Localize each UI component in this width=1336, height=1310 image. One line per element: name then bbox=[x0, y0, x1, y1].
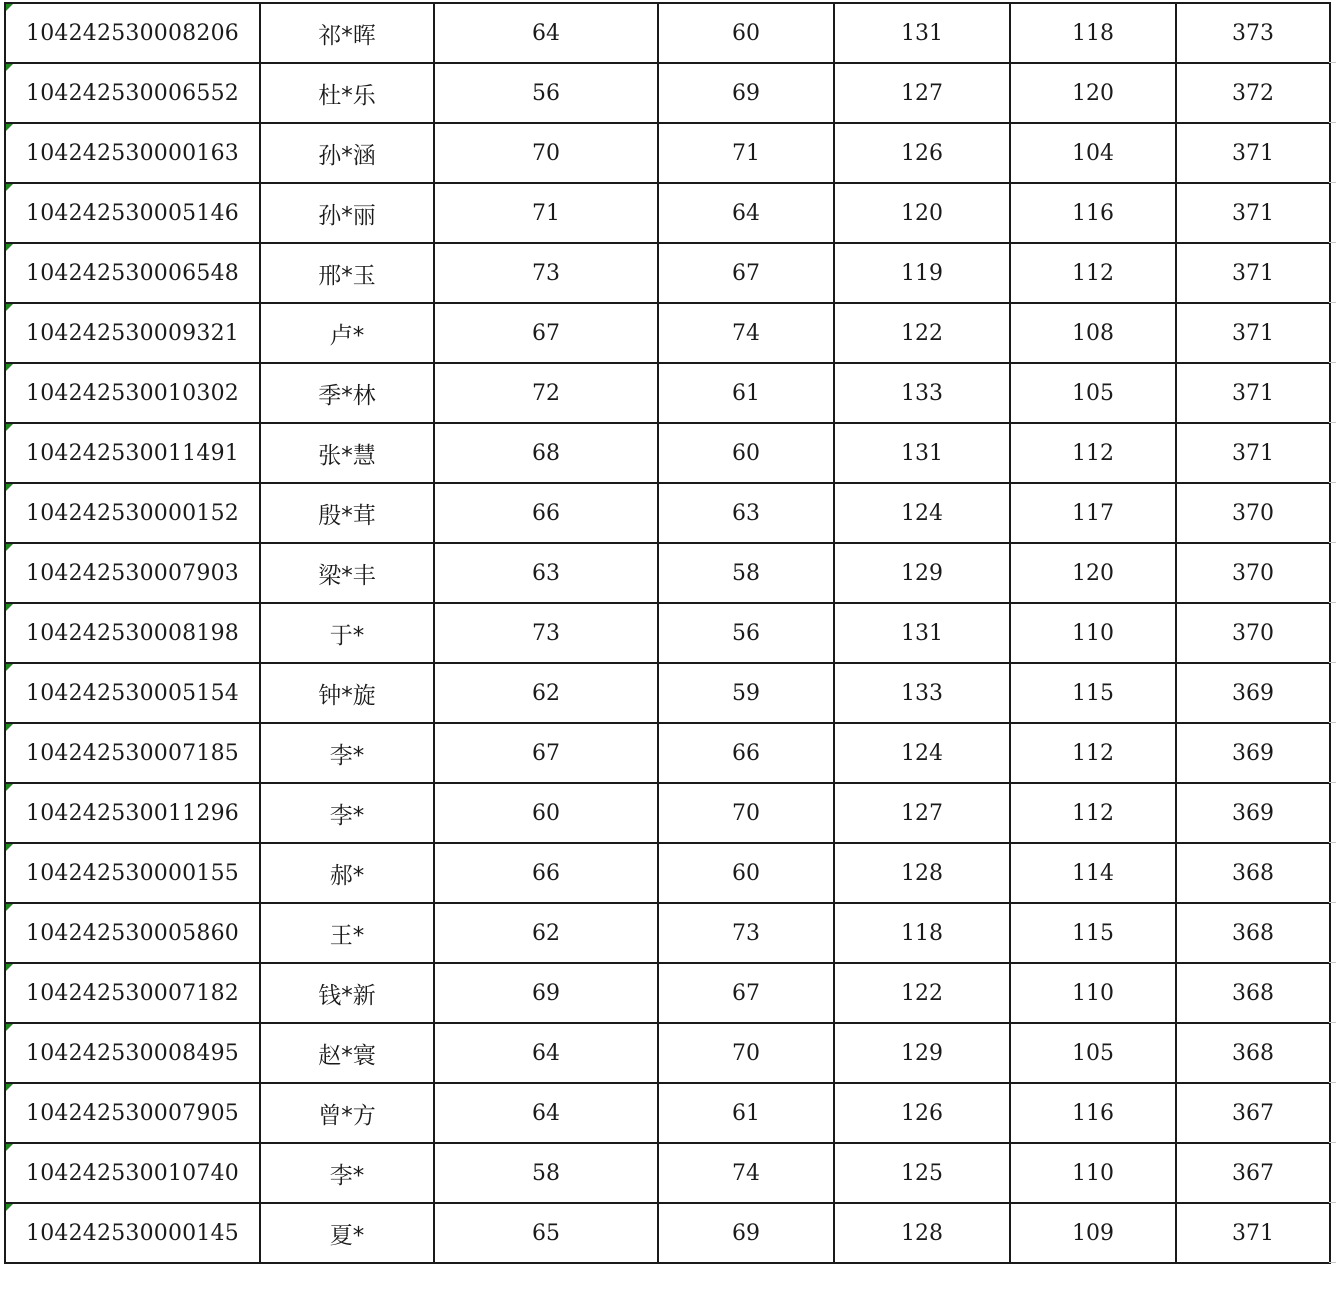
cell-id[interactable]: 104242530010740 bbox=[5, 1143, 260, 1203]
cell-id[interactable]: 104242530008495 bbox=[5, 1023, 260, 1083]
cell-score-4[interactable]: 120 bbox=[1010, 543, 1176, 603]
gridline-continuation bbox=[1329, 542, 1336, 543]
cell-name[interactable]: 张*慧 bbox=[260, 423, 434, 483]
score-table bbox=[4, 2, 1331, 1264]
cell-score-2[interactable]: 66 bbox=[658, 723, 834, 783]
cell-score-2[interactable]: 74 bbox=[658, 1143, 834, 1203]
table-row bbox=[5, 1203, 1330, 1263]
table-row bbox=[5, 1083, 1330, 1143]
table-row bbox=[5, 1023, 1330, 1083]
cell-score-4[interactable]: 112 bbox=[1010, 783, 1176, 843]
cell-score-3[interactable]: 118 bbox=[834, 903, 1010, 963]
number-as-text-indicator-icon bbox=[6, 184, 13, 191]
cell-id[interactable]: 104242530006552 bbox=[5, 63, 260, 123]
cell-id[interactable]: 104242530007903 bbox=[5, 543, 260, 603]
table-row bbox=[5, 843, 1330, 903]
cell-score-4[interactable]: 114 bbox=[1010, 843, 1176, 903]
cell-score-4[interactable]: 104 bbox=[1010, 123, 1176, 183]
number-as-text-indicator-icon bbox=[6, 1204, 13, 1211]
cell-score-4[interactable]: 120 bbox=[1010, 63, 1176, 123]
cell-total[interactable]: 373 bbox=[1176, 3, 1330, 63]
cell-score-4[interactable]: 112 bbox=[1010, 723, 1176, 783]
table-row bbox=[5, 963, 1330, 1023]
cell-score-4[interactable]: 116 bbox=[1010, 183, 1176, 243]
gridline-continuation bbox=[1329, 602, 1336, 603]
table-row bbox=[5, 63, 1330, 123]
cell-total[interactable]: 371 bbox=[1176, 183, 1330, 243]
gridline-continuation bbox=[1329, 1202, 1336, 1203]
cell-score-3[interactable]: 120 bbox=[834, 183, 1010, 243]
cell-id[interactable]: 104242530008206 bbox=[5, 3, 260, 63]
cell-score-1[interactable]: 64 bbox=[434, 3, 658, 63]
cell-score-3[interactable]: 122 bbox=[834, 303, 1010, 363]
cell-score-1[interactable]: 67 bbox=[434, 303, 658, 363]
cell-score-4[interactable]: 112 bbox=[1010, 423, 1176, 483]
cell-score-2[interactable]: 70 bbox=[658, 783, 834, 843]
cell-id[interactable]: 104242530009321 bbox=[5, 303, 260, 363]
cell-name[interactable]: 曾*方 bbox=[260, 1083, 434, 1143]
cell-score-2[interactable]: 59 bbox=[658, 663, 834, 723]
cell-score-4[interactable]: 118 bbox=[1010, 3, 1176, 63]
number-as-text-indicator-icon bbox=[6, 1024, 13, 1031]
cell-score-3[interactable]: 128 bbox=[834, 1203, 1010, 1263]
cell-id[interactable]: 104242530000145 bbox=[5, 1203, 260, 1263]
cell-id[interactable]: 104242530006548 bbox=[5, 243, 260, 303]
cell-id[interactable]: 104242530011296 bbox=[5, 783, 260, 843]
cell-id[interactable]: 104242530005154 bbox=[5, 663, 260, 723]
cell-score-3[interactable]: 126 bbox=[834, 123, 1010, 183]
cell-name[interactable]: 郝* bbox=[260, 843, 434, 903]
cell-score-1[interactable]: 68 bbox=[434, 423, 658, 483]
cell-score-4[interactable]: 105 bbox=[1010, 1023, 1176, 1083]
cell-name[interactable]: 孙*涵 bbox=[260, 123, 434, 183]
cell-score-3[interactable]: 129 bbox=[834, 543, 1010, 603]
number-as-text-indicator-icon bbox=[6, 784, 13, 791]
cell-score-1[interactable]: 66 bbox=[434, 843, 658, 903]
cell-score-1[interactable]: 70 bbox=[434, 123, 658, 183]
cell-score-1[interactable]: 64 bbox=[434, 1083, 658, 1143]
number-as-text-indicator-icon bbox=[6, 544, 13, 551]
cell-total[interactable]: 371 bbox=[1176, 123, 1330, 183]
table-row bbox=[5, 723, 1330, 783]
table-row bbox=[5, 663, 1330, 723]
cell-total[interactable]: 371 bbox=[1176, 243, 1330, 303]
cell-score-2[interactable]: 61 bbox=[658, 363, 834, 423]
cell-score-3[interactable]: 124 bbox=[834, 723, 1010, 783]
cell-score-3[interactable]: 125 bbox=[834, 1143, 1010, 1203]
table-row bbox=[5, 123, 1330, 183]
cell-total[interactable]: 368 bbox=[1176, 903, 1330, 963]
number-as-text-indicator-icon bbox=[6, 364, 13, 371]
cell-name[interactable]: 梁*丰 bbox=[260, 543, 434, 603]
number-as-text-indicator-icon bbox=[6, 904, 13, 911]
cell-score-1[interactable]: 56 bbox=[434, 63, 658, 123]
cell-score-3[interactable]: 122 bbox=[834, 963, 1010, 1023]
cell-name[interactable]: 钟*旋 bbox=[260, 663, 434, 723]
gridline-continuation bbox=[1329, 782, 1336, 783]
gridline-continuation bbox=[1329, 1142, 1336, 1143]
gridline-continuation bbox=[1329, 1262, 1336, 1263]
number-as-text-indicator-icon bbox=[6, 484, 13, 491]
cell-name[interactable]: 李* bbox=[260, 783, 434, 843]
cell-total[interactable]: 368 bbox=[1176, 1023, 1330, 1083]
cell-score-3[interactable]: 127 bbox=[834, 63, 1010, 123]
number-as-text-indicator-icon bbox=[6, 124, 13, 131]
gridline-continuation bbox=[1329, 122, 1336, 123]
cell-name[interactable]: 李* bbox=[260, 723, 434, 783]
number-as-text-indicator-icon bbox=[6, 664, 13, 671]
cell-total[interactable]: 370 bbox=[1176, 543, 1330, 603]
cell-score-2[interactable]: 60 bbox=[658, 3, 834, 63]
table-row bbox=[5, 783, 1330, 843]
cell-score-1[interactable]: 72 bbox=[434, 363, 658, 423]
gridline-continuation bbox=[1329, 422, 1336, 423]
cell-score-3[interactable]: 133 bbox=[834, 363, 1010, 423]
cell-id[interactable]: 104242530010302 bbox=[5, 363, 260, 423]
cell-score-3[interactable]: 131 bbox=[834, 603, 1010, 663]
cell-score-4[interactable]: 116 bbox=[1010, 1083, 1176, 1143]
cell-score-2[interactable]: 70 bbox=[658, 1023, 834, 1083]
cell-name[interactable]: 祁*晖 bbox=[260, 3, 434, 63]
cell-score-2[interactable]: 67 bbox=[658, 963, 834, 1023]
cell-score-1[interactable]: 62 bbox=[434, 663, 658, 723]
cell-id[interactable]: 104242530005860 bbox=[5, 903, 260, 963]
cell-score-4[interactable]: 117 bbox=[1010, 483, 1176, 543]
cell-score-1[interactable]: 64 bbox=[434, 1023, 658, 1083]
number-as-text-indicator-icon bbox=[6, 844, 13, 851]
cell-id[interactable]: 104242530007905 bbox=[5, 1083, 260, 1143]
cell-name[interactable]: 卢* bbox=[260, 303, 434, 363]
cell-total[interactable]: 372 bbox=[1176, 63, 1330, 123]
cell-name[interactable]: 于* bbox=[260, 603, 434, 663]
cell-score-4[interactable]: 110 bbox=[1010, 1143, 1176, 1203]
table-row bbox=[5, 3, 1330, 63]
cell-score-2[interactable]: 60 bbox=[658, 843, 834, 903]
cell-total[interactable]: 371 bbox=[1176, 423, 1330, 483]
cell-name[interactable]: 殷*茸 bbox=[260, 483, 434, 543]
cell-score-3[interactable]: 119 bbox=[834, 243, 1010, 303]
cell-total[interactable]: 367 bbox=[1176, 1143, 1330, 1203]
gridline-continuation bbox=[1329, 62, 1336, 63]
cell-score-4[interactable]: 110 bbox=[1010, 603, 1176, 663]
cell-id[interactable]: 104242530000163 bbox=[5, 123, 260, 183]
cell-score-1[interactable]: 62 bbox=[434, 903, 658, 963]
gridline-continuation bbox=[1329, 1082, 1336, 1083]
gridline-continuation bbox=[1329, 842, 1336, 843]
cell-score-2[interactable]: 58 bbox=[658, 543, 834, 603]
cell-score-2[interactable]: 71 bbox=[658, 123, 834, 183]
cell-total[interactable]: 370 bbox=[1176, 603, 1330, 663]
cell-score-3[interactable]: 127 bbox=[834, 783, 1010, 843]
cell-total[interactable]: 368 bbox=[1176, 963, 1330, 1023]
cell-score-2[interactable]: 63 bbox=[658, 483, 834, 543]
cell-score-3[interactable]: 131 bbox=[834, 3, 1010, 63]
cell-total[interactable]: 371 bbox=[1176, 303, 1330, 363]
table-row bbox=[5, 903, 1330, 963]
cell-name[interactable]: 夏* bbox=[260, 1203, 434, 1263]
cell-name[interactable]: 钱*新 bbox=[260, 963, 434, 1023]
cell-score-2[interactable]: 67 bbox=[658, 243, 834, 303]
table-row bbox=[5, 303, 1330, 363]
cell-total[interactable]: 370 bbox=[1176, 483, 1330, 543]
cell-score-1[interactable]: 73 bbox=[434, 243, 658, 303]
table-row bbox=[5, 483, 1330, 543]
cell-total[interactable]: 369 bbox=[1176, 783, 1330, 843]
cell-score-3[interactable]: 126 bbox=[834, 1083, 1010, 1143]
cell-name[interactable]: 孙*丽 bbox=[260, 183, 434, 243]
cell-name[interactable]: 杜*乐 bbox=[260, 63, 434, 123]
cell-score-1[interactable]: 65 bbox=[434, 1203, 658, 1263]
number-as-text-indicator-icon bbox=[6, 64, 13, 71]
cell-id[interactable]: 104242530005146 bbox=[5, 183, 260, 243]
cell-score-4[interactable]: 115 bbox=[1010, 903, 1176, 963]
gridline-continuation bbox=[1329, 362, 1336, 363]
number-as-text-indicator-icon bbox=[6, 424, 13, 431]
gridline-continuation bbox=[1329, 182, 1336, 183]
cell-score-4[interactable]: 110 bbox=[1010, 963, 1176, 1023]
table-row bbox=[5, 423, 1330, 483]
cell-score-3[interactable]: 131 bbox=[834, 423, 1010, 483]
cell-score-4[interactable]: 108 bbox=[1010, 303, 1176, 363]
number-as-text-indicator-icon bbox=[6, 1144, 13, 1151]
gridline-continuation bbox=[1329, 722, 1336, 723]
cell-name[interactable]: 李* bbox=[260, 1143, 434, 1203]
gridline-continuation bbox=[1329, 302, 1336, 303]
cell-total[interactable]: 371 bbox=[1176, 363, 1330, 423]
gridline-continuation bbox=[1329, 1022, 1336, 1023]
cell-name[interactable]: 季*林 bbox=[260, 363, 434, 423]
cell-id[interactable]: 104242530011491 bbox=[5, 423, 260, 483]
cell-total[interactable]: 371 bbox=[1176, 1203, 1330, 1263]
cell-score-1[interactable]: 63 bbox=[434, 543, 658, 603]
cell-score-2[interactable]: 64 bbox=[658, 183, 834, 243]
number-as-text-indicator-icon bbox=[6, 604, 13, 611]
cell-score-2[interactable]: 69 bbox=[658, 63, 834, 123]
cell-score-3[interactable]: 124 bbox=[834, 483, 1010, 543]
cell-score-4[interactable]: 112 bbox=[1010, 243, 1176, 303]
table-row bbox=[5, 543, 1330, 603]
cell-score-3[interactable]: 128 bbox=[834, 843, 1010, 903]
cell-score-1[interactable]: 67 bbox=[434, 723, 658, 783]
cell-score-2[interactable]: 56 bbox=[658, 603, 834, 663]
cell-id[interactable]: 104242530007182 bbox=[5, 963, 260, 1023]
number-as-text-indicator-icon bbox=[6, 244, 13, 251]
cell-score-2[interactable]: 73 bbox=[658, 903, 834, 963]
cell-score-3[interactable]: 129 bbox=[834, 1023, 1010, 1083]
cell-name[interactable]: 赵*寰 bbox=[260, 1023, 434, 1083]
gridline-continuation bbox=[1329, 662, 1336, 663]
score-table-body bbox=[5, 3, 1330, 1263]
table-row bbox=[5, 1143, 1330, 1203]
cell-id[interactable]: 104242530007185 bbox=[5, 723, 260, 783]
cell-score-1[interactable]: 71 bbox=[434, 183, 658, 243]
cell-total[interactable]: 367 bbox=[1176, 1083, 1330, 1143]
cell-total[interactable]: 368 bbox=[1176, 843, 1330, 903]
number-as-text-indicator-icon bbox=[6, 4, 13, 11]
cell-id[interactable]: 104242530000152 bbox=[5, 483, 260, 543]
cell-total[interactable]: 369 bbox=[1176, 723, 1330, 783]
table-row bbox=[5, 603, 1330, 663]
cell-score-2[interactable]: 60 bbox=[658, 423, 834, 483]
cell-score-2[interactable]: 69 bbox=[658, 1203, 834, 1263]
cell-id[interactable]: 104242530000155 bbox=[5, 843, 260, 903]
number-as-text-indicator-icon bbox=[6, 964, 13, 971]
number-as-text-indicator-icon bbox=[6, 724, 13, 731]
cell-total[interactable]: 369 bbox=[1176, 663, 1330, 723]
table-row bbox=[5, 183, 1330, 243]
table-row bbox=[5, 243, 1330, 303]
cell-score-4[interactable]: 115 bbox=[1010, 663, 1176, 723]
cell-id[interactable]: 104242530008198 bbox=[5, 603, 260, 663]
gridline-continuation bbox=[1329, 962, 1336, 963]
cell-name[interactable]: 邢*玉 bbox=[260, 243, 434, 303]
cell-score-2[interactable]: 61 bbox=[658, 1083, 834, 1143]
number-as-text-indicator-icon bbox=[6, 1084, 13, 1091]
cell-score-1[interactable]: 73 bbox=[434, 603, 658, 663]
cell-score-1[interactable]: 69 bbox=[434, 963, 658, 1023]
gridline-continuation bbox=[1329, 242, 1336, 243]
table-row bbox=[5, 363, 1330, 423]
cell-score-4[interactable]: 109 bbox=[1010, 1203, 1176, 1263]
cell-score-3[interactable]: 133 bbox=[834, 663, 1010, 723]
cell-score-2[interactable]: 74 bbox=[658, 303, 834, 363]
cell-score-4[interactable]: 105 bbox=[1010, 363, 1176, 423]
cell-name[interactable]: 王* bbox=[260, 903, 434, 963]
gridline-continuation bbox=[1329, 482, 1336, 483]
number-as-text-indicator-icon bbox=[6, 304, 13, 311]
cell-score-1[interactable]: 58 bbox=[434, 1143, 658, 1203]
cell-score-1[interactable]: 66 bbox=[434, 483, 658, 543]
gridline-continuation bbox=[1329, 902, 1336, 903]
cell-score-1[interactable]: 60 bbox=[434, 783, 658, 843]
